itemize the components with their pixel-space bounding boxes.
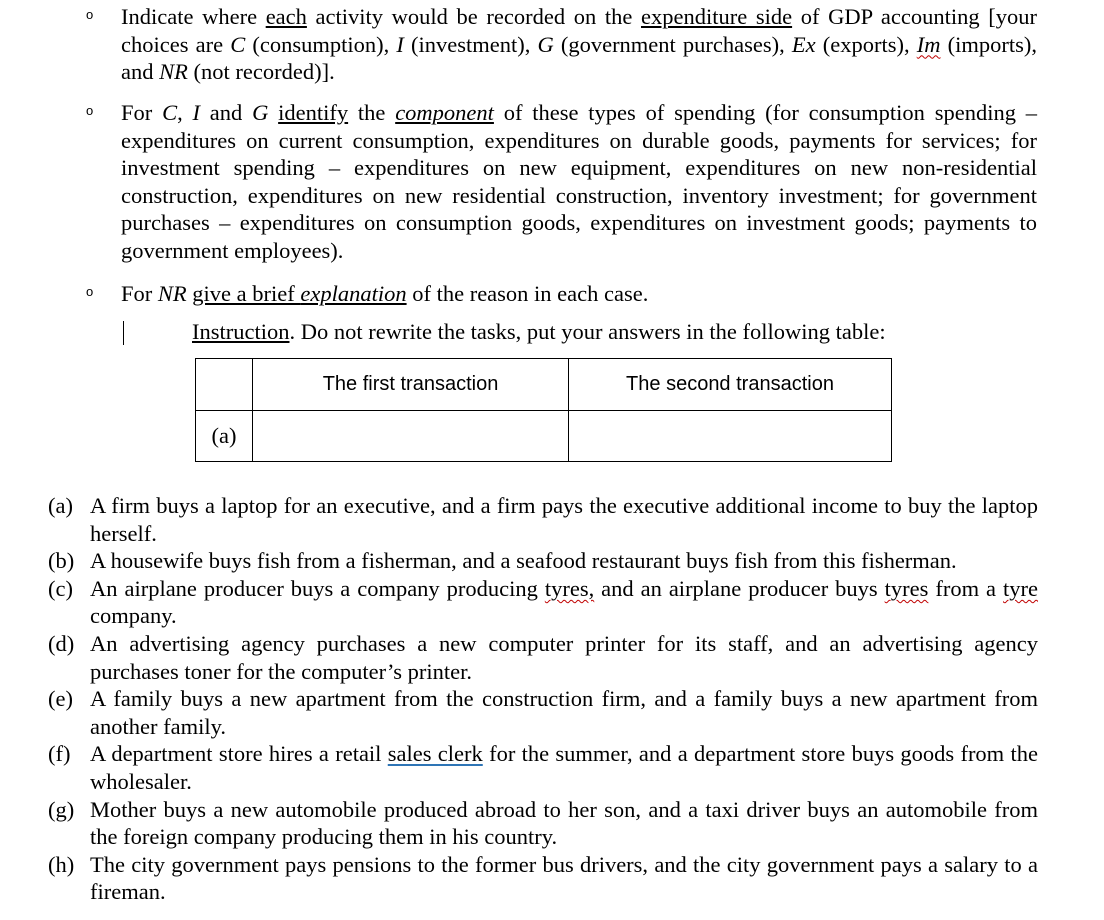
task-list [48,492,1038,906]
task-label: (b) [48,548,75,574]
text-segment: I [192,100,200,125]
text-segment: C [230,31,246,57]
text-segment: (consumption), [245,31,397,57]
task-text [90,492,1038,547]
text-segment: (imports), and [121,31,1037,85]
text-segment: For [121,281,158,306]
table-row [196,411,892,462]
text-segment: A firm buys a laptop for an executive, and a firm pays the executive additional income to buy the laptop herself. [90,493,1038,546]
text-segment: The city government pays pensions to the former bus drivers, and the city government pays a salary to a fireman. [90,851,1038,905]
answer-cell-second[interactable] [569,411,892,462]
instruction-text: . Do not rewrite the tasks, put your answers in the following table: [289,319,886,344]
text-segment: Ex [791,31,816,57]
text-segment: I [396,31,404,57]
task-text [90,740,1038,795]
task-text [90,685,1038,740]
answer-table [195,358,892,462]
text-segment: A family buys a new apartment from the construction firm, and a family buys a new apartment from another family. [90,686,1038,739]
text-segment: company. [90,603,177,629]
list-item [48,630,1038,685]
text-segment: activity would be recorded on the [306,4,641,29]
table-header-row [196,359,892,411]
instruction-label: Instruction [192,319,290,344]
text-segment: Mother buys a new automobile produced abroad to her son, and a taxi driver buys an automobile from the foreign company producing them in his country. [90,796,1038,850]
text-segment: For [121,100,163,125]
task-text [90,547,1038,575]
text-segment: of the reason in each case. [406,281,649,306]
task-label: (g) [48,796,75,822]
text-cursor [123,321,124,345]
text-segment: and an airplane producer buys [594,575,885,601]
text-segment: sales clerk [387,741,483,767]
task-label: (a) [48,493,73,518]
text-segment: G [537,31,554,57]
text-segment: the [348,100,396,125]
list-item [48,547,1038,575]
table-header-first-transaction[interactable]: The first transaction [253,359,569,411]
text-segment: , [177,100,193,125]
text-segment [268,100,278,125]
text-segment: (exports), [815,31,917,57]
text-segment: C [162,100,178,125]
text-segment: and [200,100,253,125]
text-segment: (investment), [403,31,538,57]
bullet-marker: o [86,103,94,118]
table-header-cell-blank[interactable] [196,359,253,411]
text-segment: tyres [884,575,929,601]
text-segment: NR [159,59,188,85]
text-segment: Im [916,31,941,57]
instruction-line [192,318,886,346]
text-segment: expenditure side [641,4,793,29]
task-label: (h) [48,851,75,877]
text-segment: of GDP accounting [your choices are [121,4,1037,57]
task-label: (e) [48,686,73,712]
list-item [48,685,1038,740]
bullet-marker: o [86,284,94,299]
task-text [90,851,1038,906]
answer-cell-first[interactable] [253,411,569,462]
text-segment: explanation [300,281,407,306]
text-segment: (not recorded)]. [187,59,335,85]
list-item [48,740,1038,795]
text-segment: A department store hires a retail [90,741,388,767]
instruction-bullet-1 [121,3,1037,86]
text-segment: tyres, [544,575,595,601]
list-item [48,796,1038,851]
list-item [48,851,1038,906]
instruction-bullet-2 [121,99,1037,265]
text-segment: of these types of spending (for consumption spending – expenditures on current consumption, expenditures on durable goods, payments for services; for investment spending – expenditures on new equipment, expenditures on new non-residential construction, expenditures on new residential construction, inventory investment; for government purchases – expenditures on consumption goods, expenditures on investment goods; payments to government employees). [121,100,1037,263]
list-item [48,575,1038,630]
task-label: (c) [48,575,73,601]
task-text [90,630,1038,685]
text-segment: G [252,100,269,125]
text-segment: from a [928,575,1003,601]
text-segment: An airplane producer buys a company producing [90,575,545,601]
text-segment: (government purchases), [553,31,792,57]
text-segment: component [395,100,494,125]
instruction-bullet-3 [121,280,1037,308]
text-segment: give a brief [192,281,301,306]
text-segment: for the summer, and a department store buys goods from the wholesaler. [90,741,1038,794]
task-text [90,575,1038,630]
table-header-second-transaction[interactable]: The second transaction [569,359,892,411]
text-segment: NR [157,281,187,306]
list-item [48,492,1038,547]
bullet-marker: o [86,7,94,22]
text-segment: An advertising agency purchases a new computer printer for its staff, and an advertising agency purchases toner for the computer’s printer. [90,630,1038,684]
text-segment: tyre [1003,575,1038,601]
table-row-label[interactable]: (a) [196,411,253,462]
task-text [90,796,1038,851]
task-label: (f) [48,741,71,767]
text-segment: identify [278,100,349,125]
text-segment: Indicate where [121,4,266,29]
task-label: (d) [48,630,75,656]
text-segment: A housewife buys fish from a fisherman, and a seafood restaurant buys fish from this fisherman. [90,548,957,574]
text-segment: each [265,4,307,29]
